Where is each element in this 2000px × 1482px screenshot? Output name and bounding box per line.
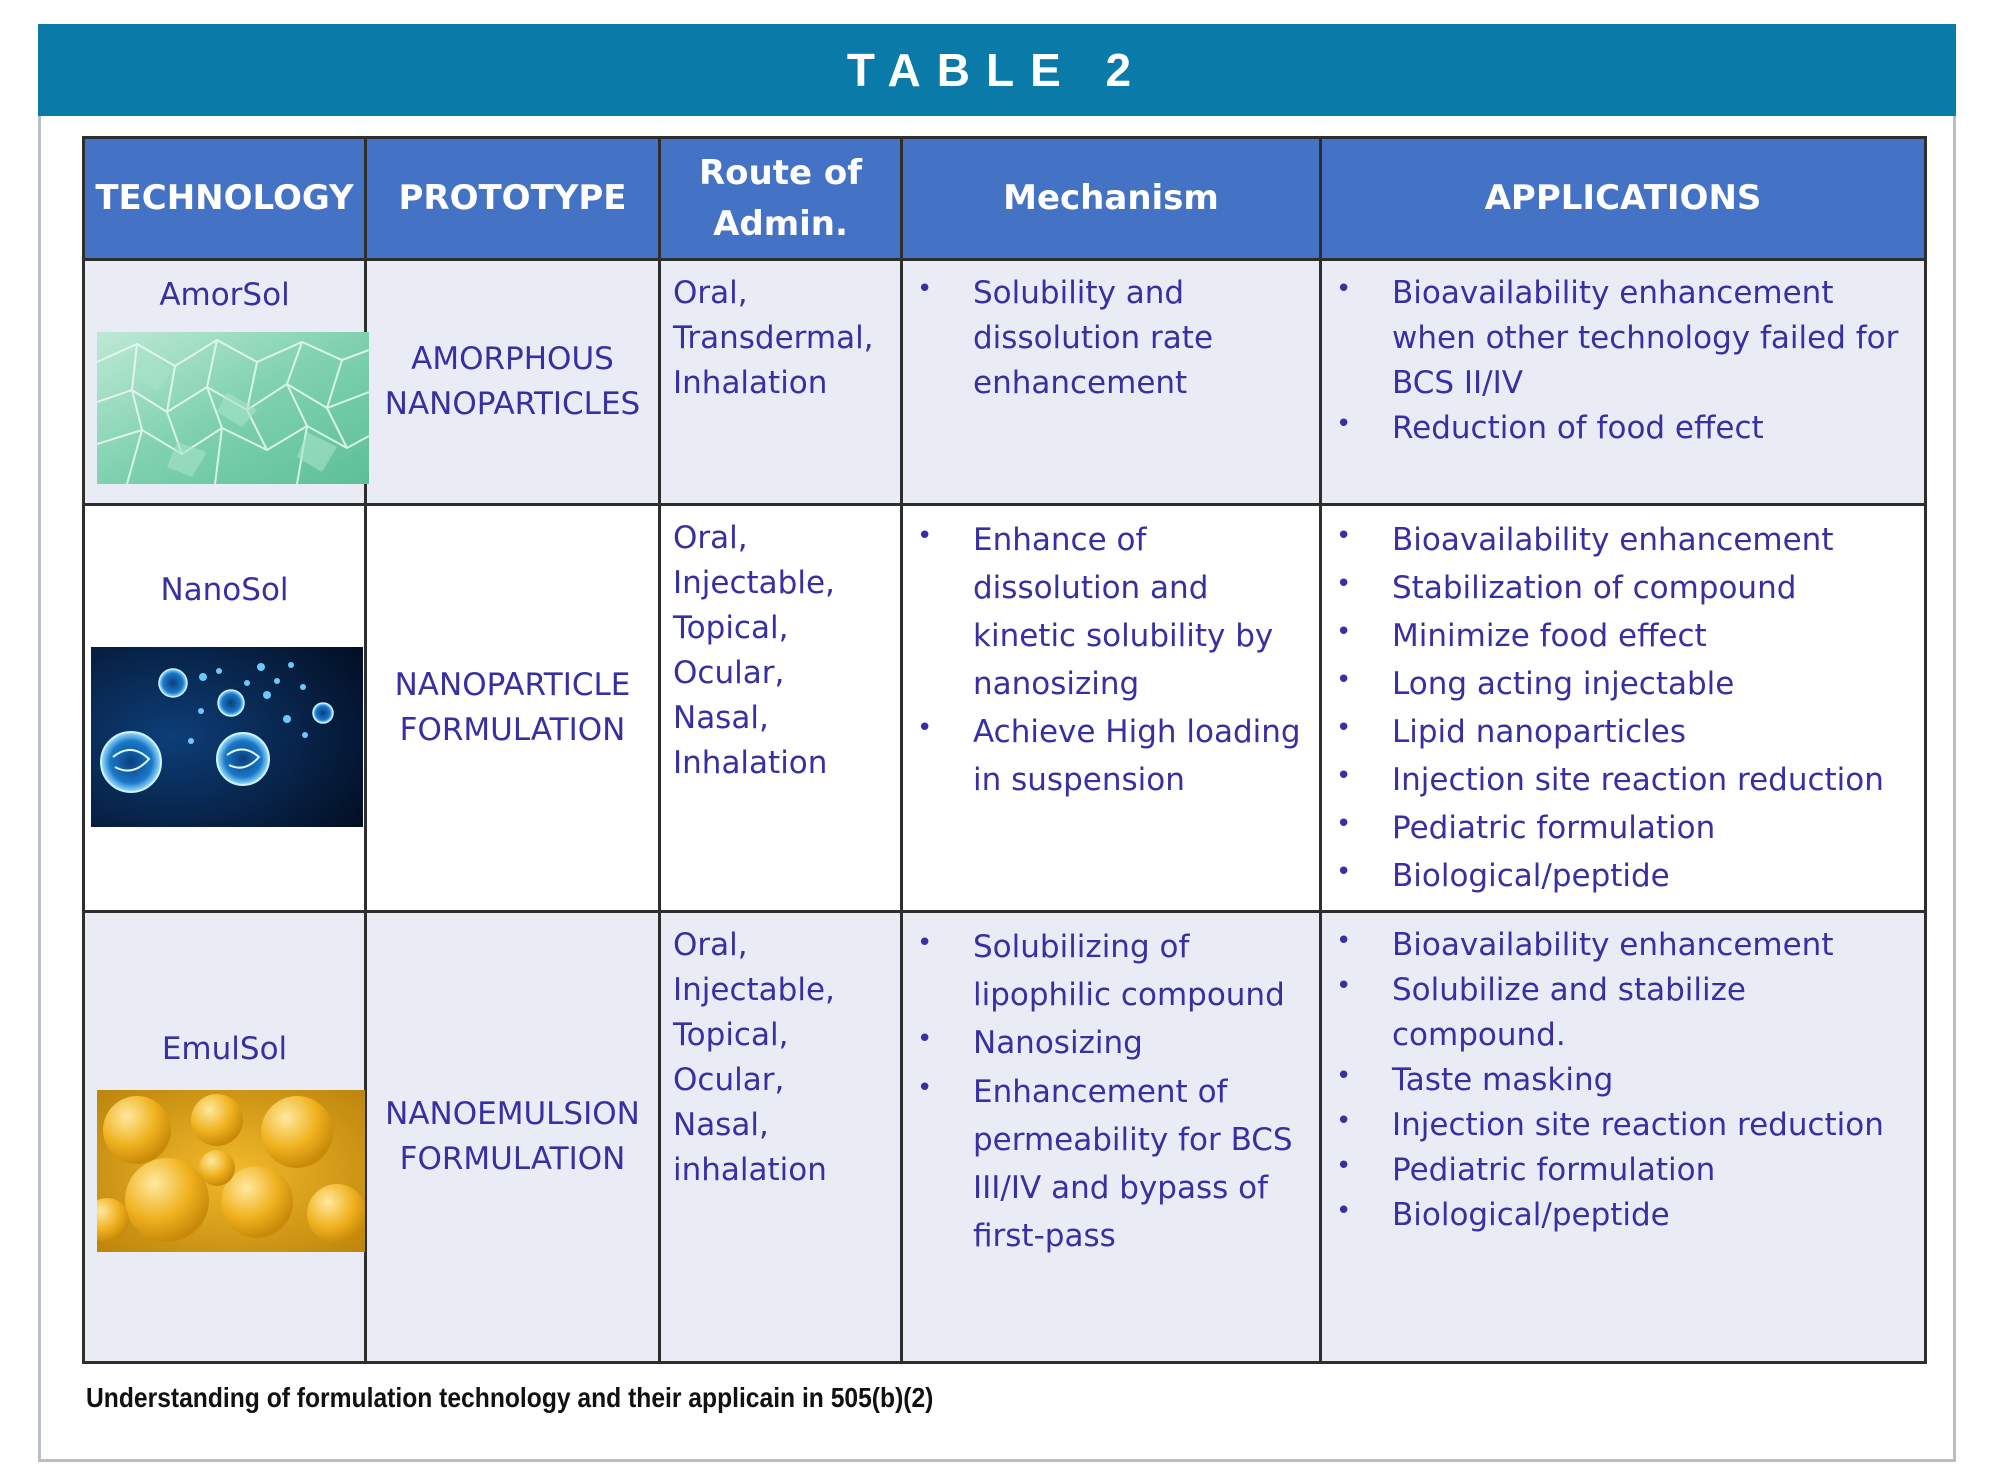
applications-list xyxy=(1334,923,1912,1238)
list-item: • Reduction of food effect xyxy=(1334,406,1912,451)
header-prototype: PROTOTYPE xyxy=(366,138,660,260)
list-item: • Biological/peptide xyxy=(1334,852,1912,900)
cell-mechanism xyxy=(902,260,1321,505)
cell-route: Oral, Injectable, Topical, Ocular, Nasal, Inhalation xyxy=(660,505,902,912)
header-applications: APPLICATIONS xyxy=(1321,138,1926,260)
cell-technology xyxy=(84,912,366,1363)
list-item: • Solubilize and stabilize compound. xyxy=(1334,968,1912,1058)
table-row-emulsol xyxy=(84,912,1926,1363)
table-caption: Understanding of formulation technology and their applicain in 505(b)(2) xyxy=(86,1382,934,1413)
list-item: • Taste masking xyxy=(1334,1058,1912,1103)
list-item: • Lipid nanoparticles xyxy=(1334,708,1912,756)
list-item: • Bioavailability enhancement xyxy=(1334,923,1912,968)
cell-applications xyxy=(1321,505,1926,912)
header-row xyxy=(84,138,1926,260)
list-item: • Solubility and dissolution rate enhancement xyxy=(915,271,1307,406)
technology-name: NanoSol xyxy=(160,572,289,608)
technology-name: EmulSol xyxy=(161,1031,288,1068)
table-title-banner xyxy=(38,24,1956,116)
table-title: TABLE 2 xyxy=(846,44,1148,96)
header-technology: TECHNOLOGY xyxy=(84,138,366,260)
applications-list xyxy=(1334,516,1912,900)
list-item: • Pediatric formulation xyxy=(1334,1148,1912,1193)
cell-prototype: NANOEMULSION FORMULATION xyxy=(366,912,660,1363)
list-item: • Achieve High loading in suspension xyxy=(915,708,1307,804)
technology-table xyxy=(82,136,1927,1364)
amorphous-crystal-image xyxy=(97,332,369,484)
header-mechanism: Mechanism xyxy=(902,138,1321,260)
technology-name: AmorSol xyxy=(159,277,290,313)
list-item: • Enhancement of permeability for BCS III/IV and bypass of first-pass xyxy=(915,1068,1307,1260)
list-item: • Minimize food effect xyxy=(1334,612,1912,660)
list-item: • Bioavailability enhancement xyxy=(1334,516,1912,564)
table-row-amorsol xyxy=(84,260,1926,505)
list-item: • Injection site reaction reduction xyxy=(1334,1103,1912,1148)
mechanism-list xyxy=(915,271,1307,406)
header-route xyxy=(660,138,902,260)
cell-mechanism xyxy=(902,505,1321,912)
cell-applications xyxy=(1321,260,1926,505)
list-item: • Enhance of dissolution and kinetic solubility by nanosizing xyxy=(915,516,1307,708)
list-item: • Bioavailability enhancement when other technology failed for BCS II/IV xyxy=(1334,271,1912,406)
header-route-label: Route of Admin. xyxy=(698,152,863,244)
cell-mechanism xyxy=(902,912,1321,1363)
list-item: • Pediatric formulation xyxy=(1334,804,1912,852)
cell-route: Oral, Injectable, Topical, Ocular, Nasal, inhalation xyxy=(660,912,902,1363)
list-item: • Long acting injectable xyxy=(1334,660,1912,708)
cell-prototype: AMORPHOUS NANOPARTICLES xyxy=(366,260,660,505)
list-item: • Biological/peptide xyxy=(1334,1193,1912,1238)
applications-list xyxy=(1334,271,1912,451)
list-item: • Stabilization of compound xyxy=(1334,564,1912,612)
list-item: • Solubilizing of lipophilic compound xyxy=(915,923,1307,1019)
nanoparticle-image xyxy=(91,647,363,827)
cell-technology xyxy=(84,260,366,505)
cell-technology xyxy=(84,505,366,912)
list-item: • Nanosizing xyxy=(915,1019,1307,1067)
cell-route: Oral, Transdermal, Inhalation xyxy=(660,260,902,505)
list-item: • Injection site reaction reduction xyxy=(1334,756,1912,804)
cell-prototype: NANOPARTICLE FORMULATION xyxy=(366,505,660,912)
mechanism-list xyxy=(915,923,1307,1259)
cell-applications xyxy=(1321,912,1926,1363)
table-row-nanosol xyxy=(84,505,1926,912)
mechanism-list xyxy=(915,516,1307,804)
nanoemulsion-droplets-image xyxy=(97,1090,365,1252)
